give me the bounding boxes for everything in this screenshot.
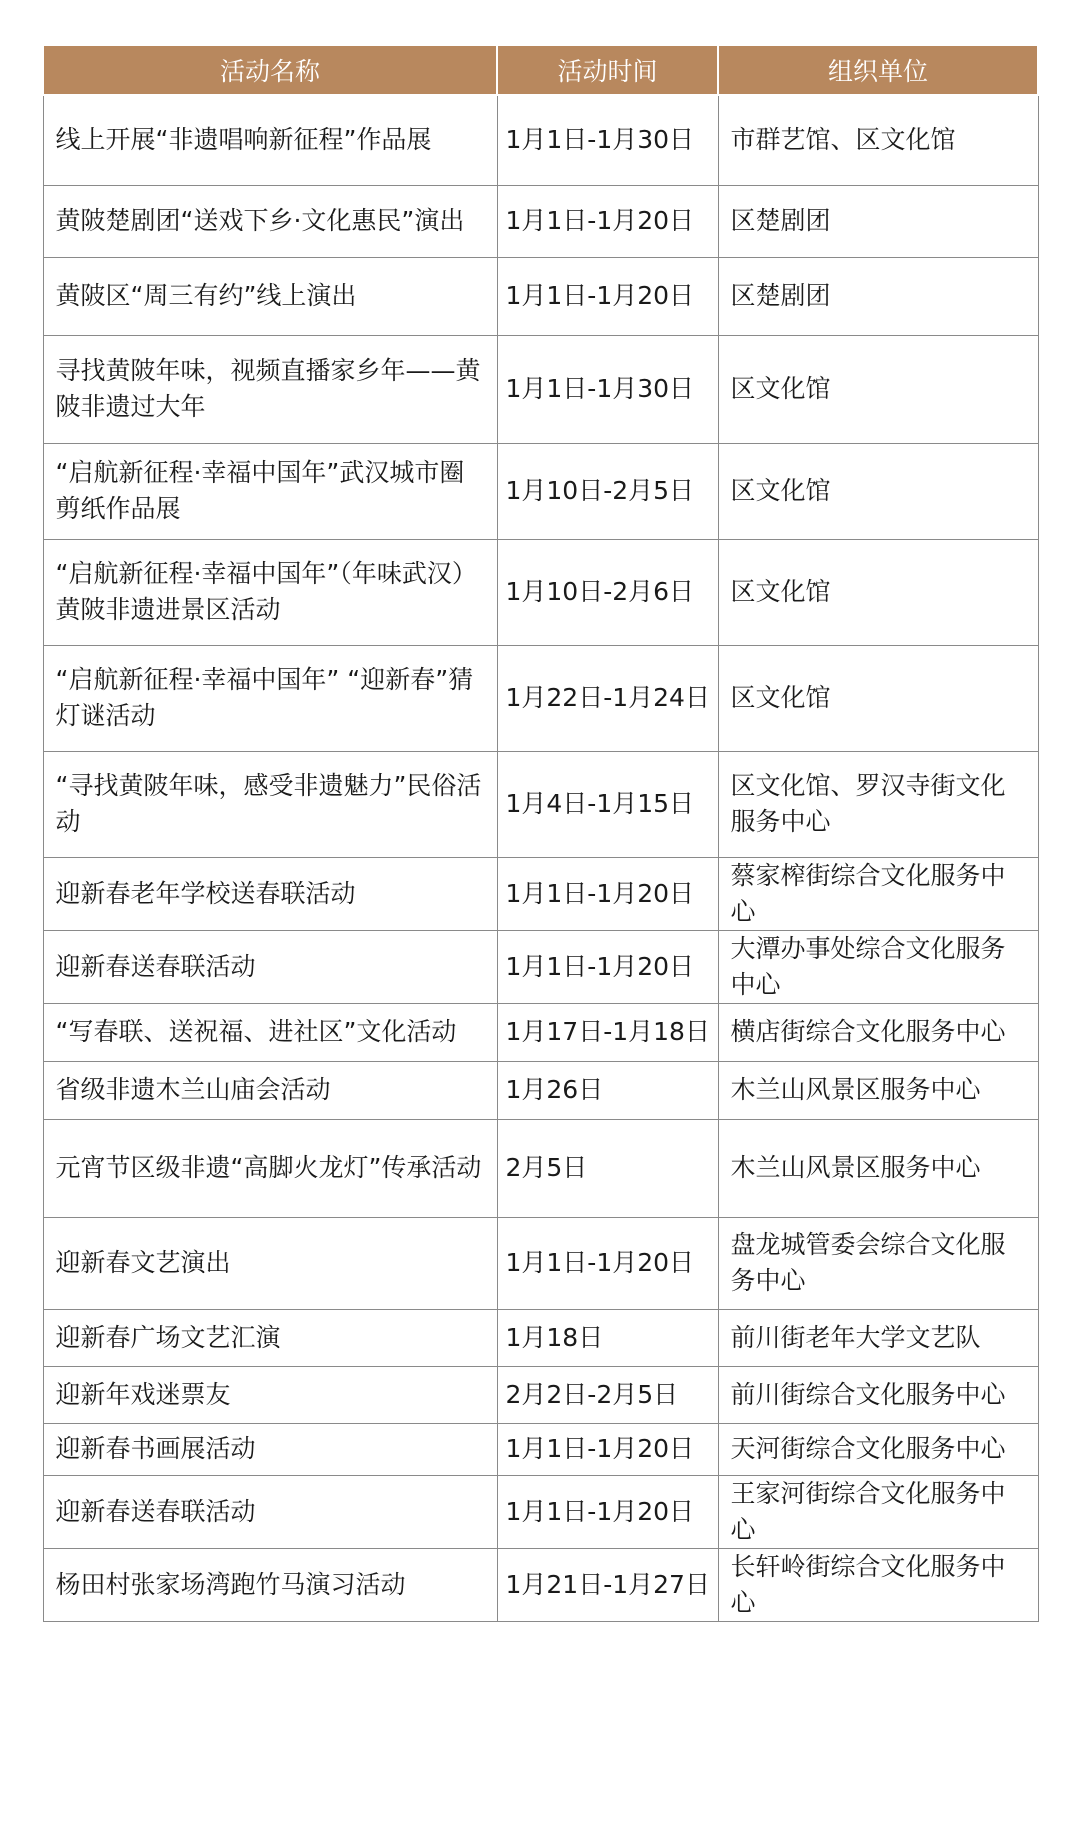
activity-time-cell: 1月1日-1月20日 bbox=[497, 930, 718, 1003]
table-row bbox=[43, 751, 1038, 857]
activity-name-cell: “启航新征程·幸福中国年”（年味武汉）黄陂非遗进景区活动 bbox=[43, 539, 497, 645]
table-row bbox=[43, 95, 1038, 185]
activity-time-cell: 2月5日 bbox=[497, 1119, 718, 1217]
organizer-cell: 区文化馆 bbox=[718, 645, 1038, 751]
organizer-cell: 天河街综合文化服务中心 bbox=[718, 1423, 1038, 1475]
organizer-cell: 区文化馆 bbox=[718, 539, 1038, 645]
activity-table-frame bbox=[42, 44, 1037, 1819]
organizer-cell: 区文化馆、罗汉寺街文化服务中心 bbox=[718, 751, 1038, 857]
activity-time-cell: 1月1日-1月20日 bbox=[497, 185, 718, 257]
organizer-cell: 区楚剧团 bbox=[718, 257, 1038, 335]
activity-time-cell: 1月18日 bbox=[497, 1309, 718, 1366]
activity-name-cell: 迎新年戏迷票友 bbox=[43, 1366, 497, 1423]
activity-time-cell: 1月22日-1月24日 bbox=[497, 645, 718, 751]
organizer-cell: 区楚剧团 bbox=[718, 185, 1038, 257]
table-row bbox=[43, 1217, 1038, 1309]
table-row bbox=[43, 857, 1038, 930]
table-row bbox=[43, 1061, 1038, 1119]
activity-name-cell: 寻找黄陂年味，视频直播家乡年——黄陂非遗过大年 bbox=[43, 335, 497, 443]
activity-time-cell: 1月17日-1月18日 bbox=[497, 1003, 718, 1061]
organizer-cell: 前川街综合文化服务中心 bbox=[718, 1366, 1038, 1423]
header-activity-time: 活动时间 bbox=[497, 45, 718, 95]
organizer-cell: 前川街老年大学文艺队 bbox=[718, 1309, 1038, 1366]
organizer-cell: 区文化馆 bbox=[718, 443, 1038, 539]
activity-table bbox=[42, 44, 1039, 1622]
activity-name-cell: 迎新春老年学校送春联活动 bbox=[43, 857, 497, 930]
activity-time-cell: 1月1日-1月20日 bbox=[497, 1475, 718, 1548]
organizer-cell: 蔡家榨街综合文化服务中心 bbox=[718, 857, 1038, 930]
activity-name-cell: “寻找黄陂年味，感受非遗魅力”民俗活动 bbox=[43, 751, 497, 857]
table-row bbox=[43, 930, 1038, 1003]
activity-time-cell: 1月1日-1月20日 bbox=[497, 857, 718, 930]
table-row bbox=[43, 1119, 1038, 1217]
activity-name-cell: 迎新春送春联活动 bbox=[43, 1475, 497, 1548]
organizer-cell: 横店街综合文化服务中心 bbox=[718, 1003, 1038, 1061]
activity-time-cell: 1月1日-1月30日 bbox=[497, 335, 718, 443]
activity-name-cell: 迎新春书画展活动 bbox=[43, 1423, 497, 1475]
activity-name-cell: 元宵节区级非遗“高脚火龙灯”传承活动 bbox=[43, 1119, 497, 1217]
organizer-cell: 王家河街综合文化服务中心 bbox=[718, 1475, 1038, 1548]
activity-name-cell: 黄陂区“周三有约”线上演出 bbox=[43, 257, 497, 335]
activity-name-cell: 杨田村张家场湾跑竹马演习活动 bbox=[43, 1548, 497, 1621]
activity-name-cell: 黄陂楚剧团“送戏下乡·文化惠民”演出 bbox=[43, 185, 497, 257]
table-row bbox=[43, 1003, 1038, 1061]
activity-name-cell: 迎新春送春联活动 bbox=[43, 930, 497, 1003]
header-organizer: 组织单位 bbox=[718, 45, 1038, 95]
activity-time-cell: 2月2日-2月5日 bbox=[497, 1366, 718, 1423]
table-row bbox=[43, 645, 1038, 751]
activity-time-cell: 1月21日-1月27日 bbox=[497, 1548, 718, 1621]
activity-time-cell: 1月26日 bbox=[497, 1061, 718, 1119]
table-header bbox=[43, 45, 1038, 95]
table-row bbox=[43, 443, 1038, 539]
activity-name-cell: “启航新征程·幸福中国年”武汉城市圈剪纸作品展 bbox=[43, 443, 497, 539]
organizer-cell: 大潭办事处综合文化服务中心 bbox=[718, 930, 1038, 1003]
activity-time-cell: 1月1日-1月30日 bbox=[497, 95, 718, 185]
organizer-cell: 区文化馆 bbox=[718, 335, 1038, 443]
table-row bbox=[43, 1366, 1038, 1423]
activity-time-cell: 1月1日-1月20日 bbox=[497, 1423, 718, 1475]
header-row bbox=[43, 45, 1038, 95]
activity-time-cell: 1月1日-1月20日 bbox=[497, 257, 718, 335]
activity-time-cell: 1月4日-1月15日 bbox=[497, 751, 718, 857]
activity-time-cell: 1月10日-2月5日 bbox=[497, 443, 718, 539]
table-row bbox=[43, 1423, 1038, 1475]
activity-time-cell: 1月1日-1月20日 bbox=[497, 1217, 718, 1309]
table-row bbox=[43, 1475, 1038, 1548]
activity-name-cell: 省级非遗木兰山庙会活动 bbox=[43, 1061, 497, 1119]
activity-time-cell: 1月10日-2月6日 bbox=[497, 539, 718, 645]
organizer-cell: 市群艺馆、区文化馆 bbox=[718, 95, 1038, 185]
activity-name-cell: 迎新春文艺演出 bbox=[43, 1217, 497, 1309]
organizer-cell: 木兰山风景区服务中心 bbox=[718, 1061, 1038, 1119]
table-body bbox=[43, 95, 1038, 1621]
activity-name-cell: “写春联、送祝福、进社区”文化活动 bbox=[43, 1003, 497, 1061]
activity-name-cell: 迎新春广场文艺汇演 bbox=[43, 1309, 497, 1366]
table-row bbox=[43, 1548, 1038, 1621]
table-row bbox=[43, 185, 1038, 257]
organizer-cell: 长轩岭街综合文化服务中心 bbox=[718, 1548, 1038, 1621]
activity-name-cell: 线上开展“非遗唱响新征程”作品展 bbox=[43, 95, 497, 185]
organizer-cell: 盘龙城管委会综合文化服务中心 bbox=[718, 1217, 1038, 1309]
activity-name-cell: “启航新征程·幸福中国年” “迎新春”猜灯谜活动 bbox=[43, 645, 497, 751]
table-row bbox=[43, 335, 1038, 443]
table-row bbox=[43, 539, 1038, 645]
organizer-cell: 木兰山风景区服务中心 bbox=[718, 1119, 1038, 1217]
table-row bbox=[43, 257, 1038, 335]
table-row bbox=[43, 1309, 1038, 1366]
header-activity-name: 活动名称 bbox=[43, 45, 497, 95]
